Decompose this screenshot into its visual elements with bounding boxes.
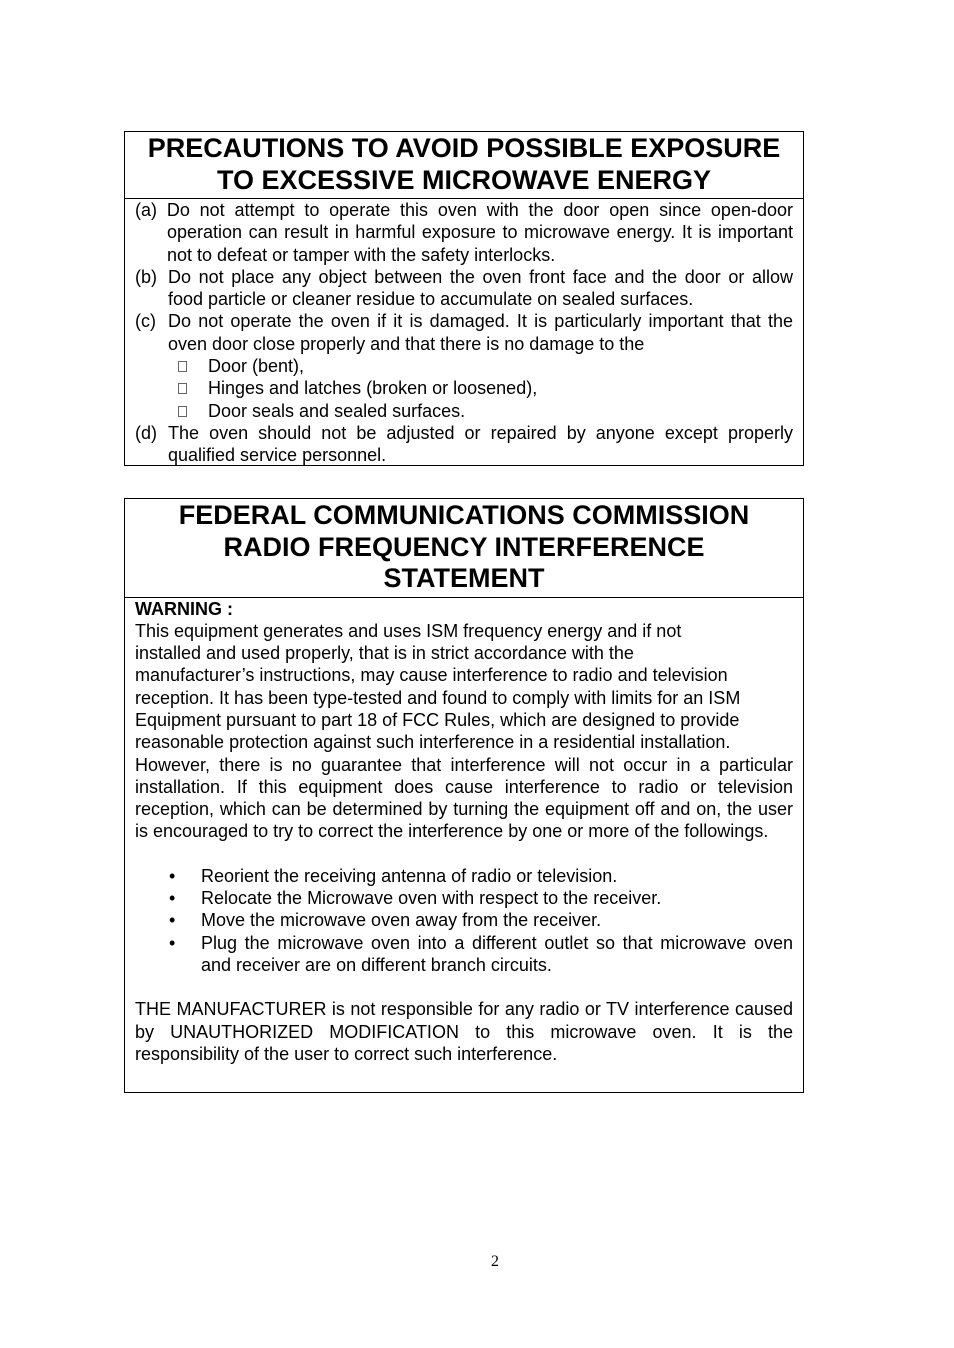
damage-subitem xyxy=(135,400,793,422)
text-line: manufacturer’s instructions, may cause interference to radio and television xyxy=(135,665,728,686)
fcc-statement-box xyxy=(124,498,804,1093)
precaution-item-c xyxy=(135,310,793,355)
warning-label: WARNING : xyxy=(135,598,233,619)
precaution-item-b xyxy=(135,266,793,311)
item-label: (c) xyxy=(135,311,156,332)
fcc-body xyxy=(125,598,803,1066)
checkbox-square-icon xyxy=(178,383,187,394)
text-line: installed and used properly, that is in strict accordance with the xyxy=(135,643,634,664)
precaution-item-a: (a) Do not attempt to operate this oven with the door open since open-door operation can result in harmful exposure to microwave energy. It is important not to defeat or tamper with the safety interlocks. xyxy=(135,200,793,265)
bullet-icon: • xyxy=(169,910,176,931)
text-line: reasonable protection against such interference in a residential installation. xyxy=(135,732,731,753)
subitem-text: Door (bent), xyxy=(208,356,305,377)
manufacturer-disclaimer: THE MANUFACTURER is not responsible for any radio or TV interference caused by UNAUTHORIZED MODIFICATION to this microwave oven. It is the responsibility of the user to correct such interference. xyxy=(135,999,793,1064)
bullet-icon: • xyxy=(169,865,176,886)
text-line: reception. It has been type-tested and found to comply with limits for an ISM xyxy=(135,687,741,708)
item-label: (b) xyxy=(135,266,157,287)
bullet-icon: • xyxy=(169,888,176,909)
checkbox-square-icon xyxy=(178,406,187,417)
fcc-title: FEDERAL COMMUNICATIONS COMMISSION RADIO FREQUENCY INTERFERENCE STATEMENT xyxy=(125,499,803,598)
precautions-title: PRECAUTIONS TO AVOID POSSIBLE EXPOSURE TO EXCESSIVE MICROWAVE ENERGY xyxy=(125,132,803,199)
precautions-body xyxy=(125,199,803,467)
text-line: This equipment generates and uses ISM frequency energy and if not xyxy=(135,620,682,641)
damage-subitem xyxy=(135,355,793,377)
subitem-text: Hinges and latches (broken or loosened), xyxy=(208,378,538,399)
remedy-list xyxy=(135,865,793,976)
item-text: Do not operate the oven if it is damaged. It is particularly important that the oven door close properly and that there is no damage to the xyxy=(168,311,793,354)
precautions-box xyxy=(124,131,804,466)
list-item: • Reorient the receiving antenna of radio or television. xyxy=(169,865,618,886)
subitem-text: Door seals and sealed surfaces. xyxy=(208,400,466,421)
text-line: Equipment pursuant to part 18 of FCC Rules, which are designed to provide xyxy=(135,709,740,730)
list-item: • Plug the microwave oven into a different outlet so that microwave oven and receiver are on different branch circuits. xyxy=(169,932,793,975)
precaution-item-d xyxy=(135,422,793,467)
fcc-paragraph-lines xyxy=(135,620,793,754)
checkbox-square-icon xyxy=(178,361,187,372)
fcc-paragraph-justified: However, there is no guarantee that interference will not occur in a particular installation. If this equipment does cause interference to radio or television reception, which can be determined by turning the equipment off and on, the user is encouraged to try to correct the interference by one or more of the followings. xyxy=(135,754,793,842)
list-item: • Relocate the Microwave oven with respect to the receiver. xyxy=(169,888,662,909)
damage-subitem xyxy=(135,377,793,399)
page-number: 2 xyxy=(491,1253,499,1270)
item-label: (d) xyxy=(135,422,157,443)
list-item: • Move the microwave oven away from the receiver. xyxy=(169,910,602,931)
bullet-icon: • xyxy=(169,932,176,953)
item-text: The oven should not be adjusted or repaired by anyone except properly qualified service personnel. xyxy=(168,422,793,466)
item-text: Do not place any object between the oven front face and the door or allow food particle or cleaner residue to accumulate on sealed surfaces. xyxy=(168,266,793,310)
